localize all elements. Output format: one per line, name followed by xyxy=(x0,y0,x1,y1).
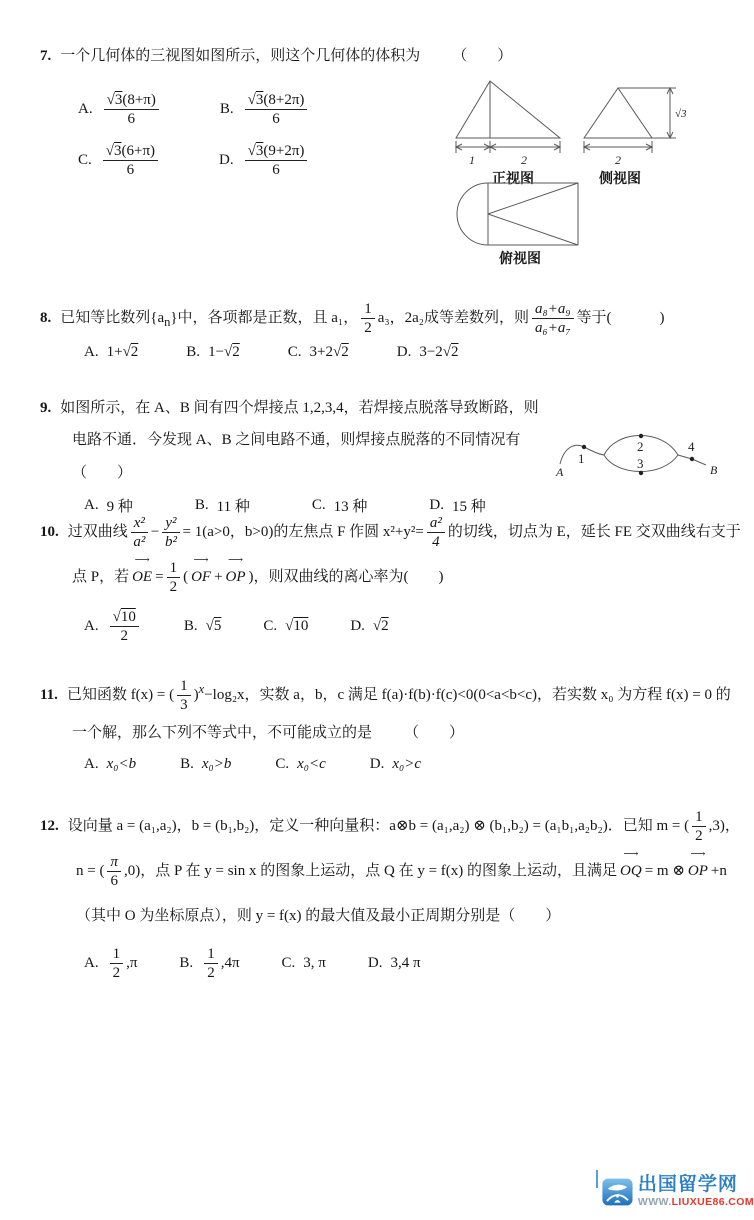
stem-text: 等于( xyxy=(576,310,612,326)
option-A: A. $\frac{1}{2}$ ,π xyxy=(84,946,138,981)
vector-OP: ⟶ OP xyxy=(226,555,246,600)
svg-text:1: 1 xyxy=(578,451,585,466)
option-C: C. 3+2 √ 2 xyxy=(288,344,349,361)
subscript-n: n xyxy=(164,315,171,329)
problem-9-stem-row xyxy=(40,392,552,489)
problem-number: 7. xyxy=(40,48,52,64)
problem-12 xyxy=(40,804,742,982)
option-C: C. 3, π xyxy=(281,955,326,971)
option-D: D. 3,4 π xyxy=(367,955,421,971)
stem-text: 已知等比数列{a xyxy=(60,310,165,326)
circuit-drawing xyxy=(552,418,752,482)
stem-text: a₃，2a₂成等差数列，则 xyxy=(377,310,529,326)
svg-text:4: 4 xyxy=(688,439,695,454)
front-view-drawing xyxy=(452,76,574,168)
option-B: B. x₀>b xyxy=(180,756,232,772)
option-D: D. 15 种 xyxy=(429,496,486,515)
option-C: C. 13 种 xyxy=(311,496,368,515)
problem-7-stem-row xyxy=(40,44,742,65)
three-view-figure xyxy=(452,76,752,291)
problem-11-stem-row: 11. 已知函数 f(x) = ( $\frac{1}{3}$ )$^x$−log₂x，实数 a，b，c 满足 f(a)·f(b)·f(c)<0(0<a<b<c)，若实数 x₀ 为方程 f(x) = 0 的一个解，那么下列不等式中，不可能成立的是 （ ） xyxy=(40,678,731,741)
stem-text: 如图所示，在 A、B 间有四个焊接点 1,2,3,4，若焊接点脱落导致断路，则电路不通．今发现 A、B 之间电路不通，则焊接点脱落的不同情况有（ ） xyxy=(60,400,539,481)
option-A: A. 1+ √ 2 xyxy=(84,344,138,361)
option-D: D. √ 2 xyxy=(350,618,388,635)
svg-text:B: B xyxy=(710,463,718,477)
svg-text:√3: √3 xyxy=(675,108,687,120)
option-A: A. √ $\frac{10}{2}$ xyxy=(84,608,142,645)
option-B: B. √ 5 xyxy=(184,618,222,635)
stem-text: ,0)，点 P 在 y = sin x 的图象上运动，点 Q 在 y = f(x) 的图象上运动，且满足 xyxy=(123,863,618,879)
watermark-site-url: WWW.LIUXUE86.COM xyxy=(637,1196,754,1209)
option-C: C. x₀<c xyxy=(275,756,326,772)
problem-11-options xyxy=(84,756,742,773)
stem-text: = 1(a>0，b>0)的左焦点 F 作圆 x²+y²= xyxy=(182,524,424,540)
problem-number: 8. xyxy=(40,310,52,326)
problem-12-options xyxy=(84,945,742,982)
svg-text:2: 2 xyxy=(615,153,621,167)
problem-number: 11. xyxy=(40,687,58,703)
problem-stem-text: 一个几何体的三视图如图所示，则这个几何体的体积为 xyxy=(60,48,421,64)
circuit-figure xyxy=(552,418,752,482)
front-view-label: 正视图 xyxy=(492,172,534,187)
top-view-label: 俯视图 xyxy=(499,252,541,267)
problem-10-options xyxy=(84,608,742,645)
problem-number: 10. xyxy=(40,524,59,540)
option-D: D. √ $\frac{3(9+2\pi)}{6}$ xyxy=(219,142,310,179)
side-view-drawing xyxy=(580,76,698,168)
stem-text: 设向量 a = (a₁,a₂)，b = (b₁,b₂)，定义一种向量积：a⊗b = (a₁,a₂) ⊗ (b₁,b₂) = (a₁b₁,a₂b₂)．已知 m = ( xyxy=(67,818,690,834)
option-B: B. $\frac{1}{2}$ ,4π xyxy=(179,946,240,981)
svg-text:A: A xyxy=(556,465,564,479)
top-view xyxy=(454,180,586,268)
watermark-site-name: 出国留学网 xyxy=(637,1174,738,1196)
option-D: D. 3−2 √ 2 xyxy=(397,344,459,361)
problem-number: 9. xyxy=(40,400,52,416)
stem-text: ,3)，n = ( xyxy=(76,818,740,879)
side-view-label: 侧视图 xyxy=(599,172,641,187)
vector-OQ: ⟶ OQ xyxy=(620,849,642,894)
option-A: A. 9 种 xyxy=(84,496,133,515)
option-C: C. √ 10 xyxy=(263,618,308,635)
stem-text: }中，各项都是正数，且 a₁， xyxy=(170,310,359,326)
watermark xyxy=(594,1168,754,1216)
stem-text: 过双曲线 xyxy=(67,524,128,540)
answer-blank: ) xyxy=(408,569,444,585)
svg-text:1: 1 xyxy=(469,153,475,167)
stem-text: +n（其中 O 为坐标原点），则 y = f(x) 的最大值及最小正周期分别是（ ） xyxy=(76,863,727,924)
stem-text: 的切线，切点为 E，延长 FE xyxy=(447,524,633,540)
answer-blank: ) xyxy=(629,310,665,326)
answer-blank: （ ） xyxy=(404,724,465,741)
problem-7 xyxy=(40,44,742,267)
vector-OE: ⟶ OE xyxy=(132,555,152,600)
problem-8-options xyxy=(84,344,742,361)
vector-OF: ⟶ OF xyxy=(191,555,211,600)
problem-8 xyxy=(40,300,742,361)
problem-12-stem-row: 12. 设向量 a = (a₁,a₂)，b = (b₁,b₂)，定义一种向量积：a⊗b = (a₁,a₂) ⊗ (b₁,b₂) = (a₁b₁,a₂b₂)．已知 m = ( $\frac{1}{2}$ ,3)，n = ( $\frac{\pi}{6}$ ,0)，点 P 在 y = sin x 的图象上运动，点 Q 在 y = f(x) 的图象上运动，且满足 ⟶ OQ = m ⊗ ⟶ OP +n（其中 O 为坐标原点），则 y = f(x) 的最大值及最小正周期分别是（ ） xyxy=(40,804,742,939)
stem-text: 已知函数 f(x) = ( xyxy=(66,687,175,703)
watermark-divider xyxy=(596,1170,598,1188)
answer-blank: （ ） xyxy=(452,48,513,64)
option-B: B. 1− √ 2 xyxy=(186,344,239,361)
option-A: A. x₀<b xyxy=(84,756,137,772)
top-view-drawing xyxy=(454,180,586,248)
option-B: B. 11 种 xyxy=(194,496,250,515)
option-C: C. √ $\frac{3(6+\pi)}{6}$ xyxy=(78,142,161,179)
problem-10 xyxy=(40,510,742,645)
svg-text:2: 2 xyxy=(637,439,644,454)
side-view xyxy=(580,76,698,188)
svg-text:2: 2 xyxy=(521,153,527,167)
front-view xyxy=(452,76,574,188)
option-D: D. x₀>c xyxy=(369,756,422,772)
watermark-text xyxy=(638,1175,754,1208)
problem-number: 12. xyxy=(40,818,59,834)
option-A: A. √ $\frac{3(8+\pi)}{6}$ xyxy=(78,91,162,128)
problem-8-stem-row: 8. 已知等比数列$\{a_n\}$中，各项都是正数，且 a₁， $\frac{1}{2}$ a₃，2a₂成等差数列，则 $\frac{\text{a₈+a₉}}{\text{a₆+a₇}}$ 等于( ) xyxy=(40,301,665,337)
stem-text: )，则双曲线的离心率为( xyxy=(248,569,409,585)
stem-text: −log₂x，实数 a，b，c 满足 f(a)·f(b)·f(c)<0(0<a<b<c)，若实数 x₀ 为方程 f(x) = 0 的一个解，那么下列不等式中，不可能成立的是 xyxy=(72,687,731,741)
problem-11 xyxy=(40,674,742,773)
stem-text: 交双曲线右支于点 P，若 xyxy=(72,524,741,585)
option-B: B. √ $\frac{3(8+2\pi)}{6}$ xyxy=(220,91,311,128)
problem-10-stem-row: 10. 过双曲线 $\frac{\text{x²}}{\text{a²}}$ − $\frac{\text{y²}}{\text{b²}}$ = 1(a>0，b>0)的左焦点 F 作圆 x²+y²= $\frac{\text{a²}}{4}$ 的切线，切点为 E，延长 FE 交双曲线右支于点 P，若 ⟶ OE = $\frac{1}{2}$ ( ⟶ OF + ⟶ OP )，则双曲线的离心率为( ) xyxy=(40,510,742,600)
liuxue86-logo-icon xyxy=(602,1175,633,1209)
svg-text:3: 3 xyxy=(637,456,644,471)
superscript-x: x xyxy=(198,682,205,696)
vector-OP: ⟶ OP xyxy=(688,849,708,894)
problem-9 xyxy=(40,392,742,516)
